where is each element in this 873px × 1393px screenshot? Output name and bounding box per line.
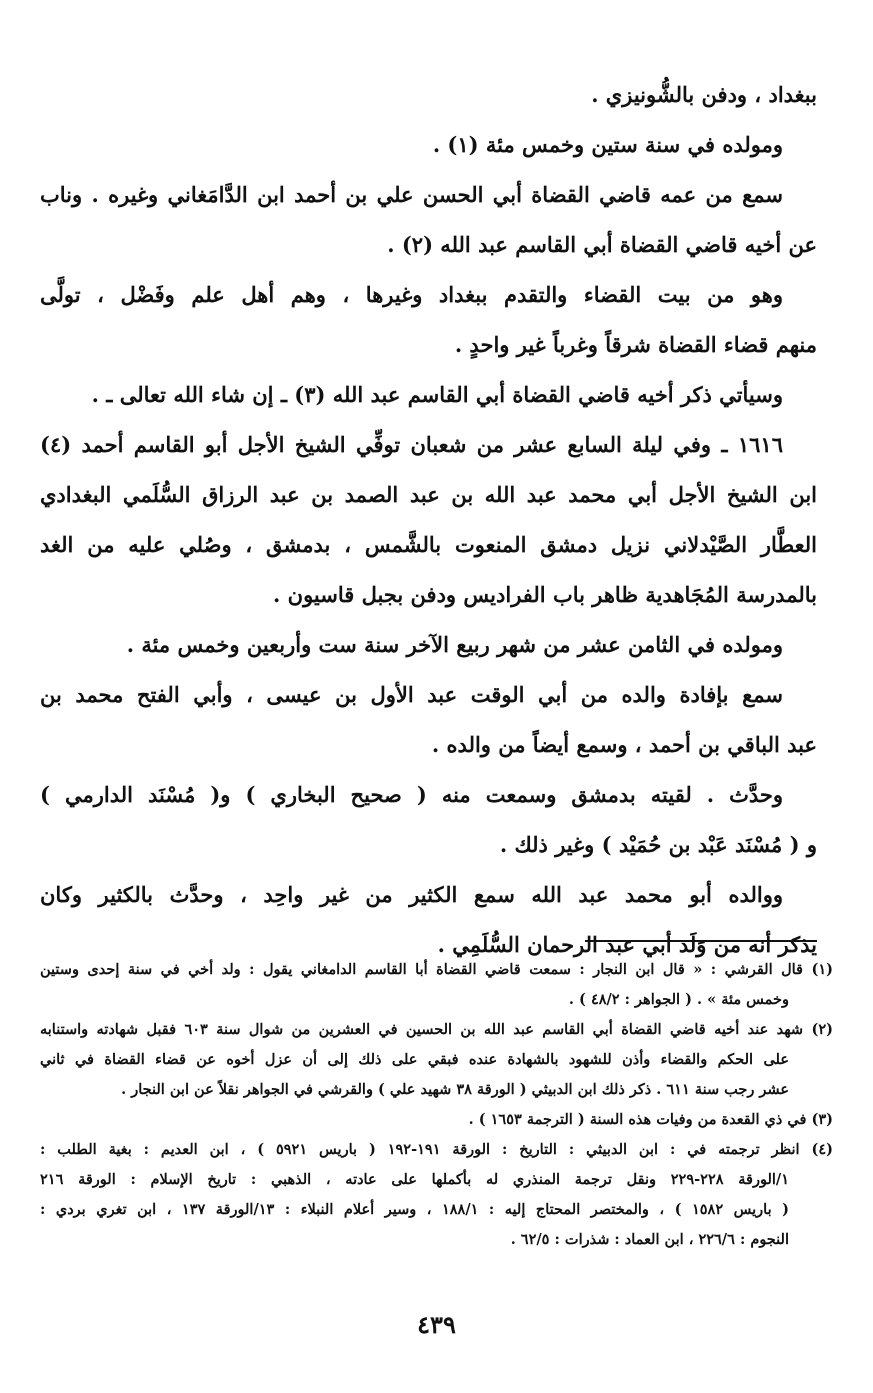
main-text [40, 70, 817, 970]
text-line: ببغداد ، ودفن بالشُّونيزي . [591, 82, 817, 107]
text-line: يذكر أنه من وَلَد أبي عبد الرحمان السُّلَمِي . [437, 932, 817, 957]
text-line: سمع من عمه قاضي القضاة أبي الحسن علي بن أحمد ابن الدَّامَغاني وغيره . وناب [40, 182, 783, 207]
page-number: ٤٣٩ [417, 1310, 456, 1339]
text-line: ١٦١٦ ـ وفي ليلة السابع عشر من شعبان توفِّي الشيخ الأجل أبو القاسم أحمد (٤) [40, 432, 783, 457]
text-line: وهو من بيت القضاء والتقدم ببغداد وغيرها ، وهم أهل علم وفَضْل ، تولَّى [40, 282, 783, 307]
footnote-line: (٢) شهد عند أخيه قاضي القضاة أبي القاسم عبد الله بن الحسين في العشرين من شوال سنة ٦٠٣ فقبل شهادته واستنابه [40, 1021, 833, 1038]
footnote-line: (٤) انظر ترجمته في : ابن الدبيثي : التاريخ : الورقة ١٩١-١٩٢ ( باريس ٥٩٢١ ) ، ابن العديم : بغية الطلب : [40, 1141, 833, 1158]
text-line: وحدَّث . لقيته بدمشق وسمعت منه ( صحيح البخاري ) و( مُسْنَد الدارمي ) [40, 782, 783, 807]
footnote-line: (١) قال القرشي : « قال ابن النجار : سمعت قاضي القضاة أبا القاسم الدامغاني يقول : ولد أخي في سنة إحدى وستين [40, 961, 833, 978]
text-line: و ( مُسْنَد عَبْد بن حُمَيْد ) وغير ذلك . [499, 832, 817, 857]
text-line: عن أخيه قاضي القضاة أبي القاسم عبد الله (٢) . [387, 232, 817, 257]
text-line: ومولده في سنة ستين وخمس مئة (١) . [432, 132, 783, 157]
text-line: عبد الباقي بن أحمد ، وسمع أيضاً من والده . [431, 732, 817, 757]
text-line: العطَّار الصَّيْدلاني نزيل دمشق المنعوت بالشَّمس ، بدمشق ، وصُلي عليه من الغد [40, 532, 817, 557]
text-line: منهم قضاء القضاة شرقاً وغرباً غير واحدٍ . [454, 332, 817, 357]
footnote-line: على الحكم والقضاء وأذن للشهود بالشهادة عنده فبقي على ذلك إلى أن عزل أخوه عن قضاء القضاة في ثاني [40, 1051, 789, 1068]
footnote-line: ( باريس ١٥٨٢ ) ، والمختصر المحتاج إليه : ١٨٨/١ ، وسير أعلام النبلاء : ١٣/الورقة ١٣٧ ، ابن تغري بردي : [40, 1201, 789, 1218]
footnote-line: (٣) في ذي القعدة من وفيات هذه السنة ( الترجمة ١٦٥٣ ) . [468, 1111, 833, 1128]
text-line: ابن الشيخ الأجل أبي محمد عبد الله بن عبد الصمد بن عبد الرزاق السُّلَمي البغدادي [40, 482, 817, 507]
footnotes [40, 955, 833, 1255]
text-line: ووالده أبو محمد عبد الله سمع الكثير من غير واحِد ، وحدَّث بالكثير وكان [40, 882, 783, 907]
footnote-line: النجوم : ٢٢٦/٦ ، ابن العماد : شذرات : ٦٢/٥ . [510, 1231, 789, 1248]
footnote-line: ١/الورقة ٢٢٨-٢٢٩ ونقل ترجمة المنذري له بأكملها على عادته ، الذهبي : تاريخ الإسلام : الورقة ٢١٦ [40, 1171, 789, 1188]
text-line: بالمدرسة المُجَاهدية ظاهر باب الفراديس ودفن بجبل قاسيون . [273, 582, 817, 607]
text-line: سمع بإفادة والده من أبي الوقت عبد الأول بن عيسى ، وأبي الفتح محمد بن [40, 682, 783, 707]
text-line: ومولده في الثامن عشر من شهر ربيع الآخر سنة ست وأربعين وخمس مئة . [126, 632, 783, 657]
text-line: وسيأتي ذكر أخيه قاضي القضاة أبي القاسم عبد الله (٣) ـ إن شاء الله تعالى ـ . [91, 382, 783, 407]
footnote-line: عشر رجب سنة ٦١١ . ذكر ذلك ابن الدبيثي ( الورقة ٣٨ شهيد علي ) والقرشي في الجواهر نقلاً عن ابن النجار . [121, 1081, 789, 1098]
footnote-separator [585, 940, 817, 942]
footnote-line: وخمس مئة » . ( الجواهر : ٤٨/٢ ) . [568, 991, 789, 1008]
